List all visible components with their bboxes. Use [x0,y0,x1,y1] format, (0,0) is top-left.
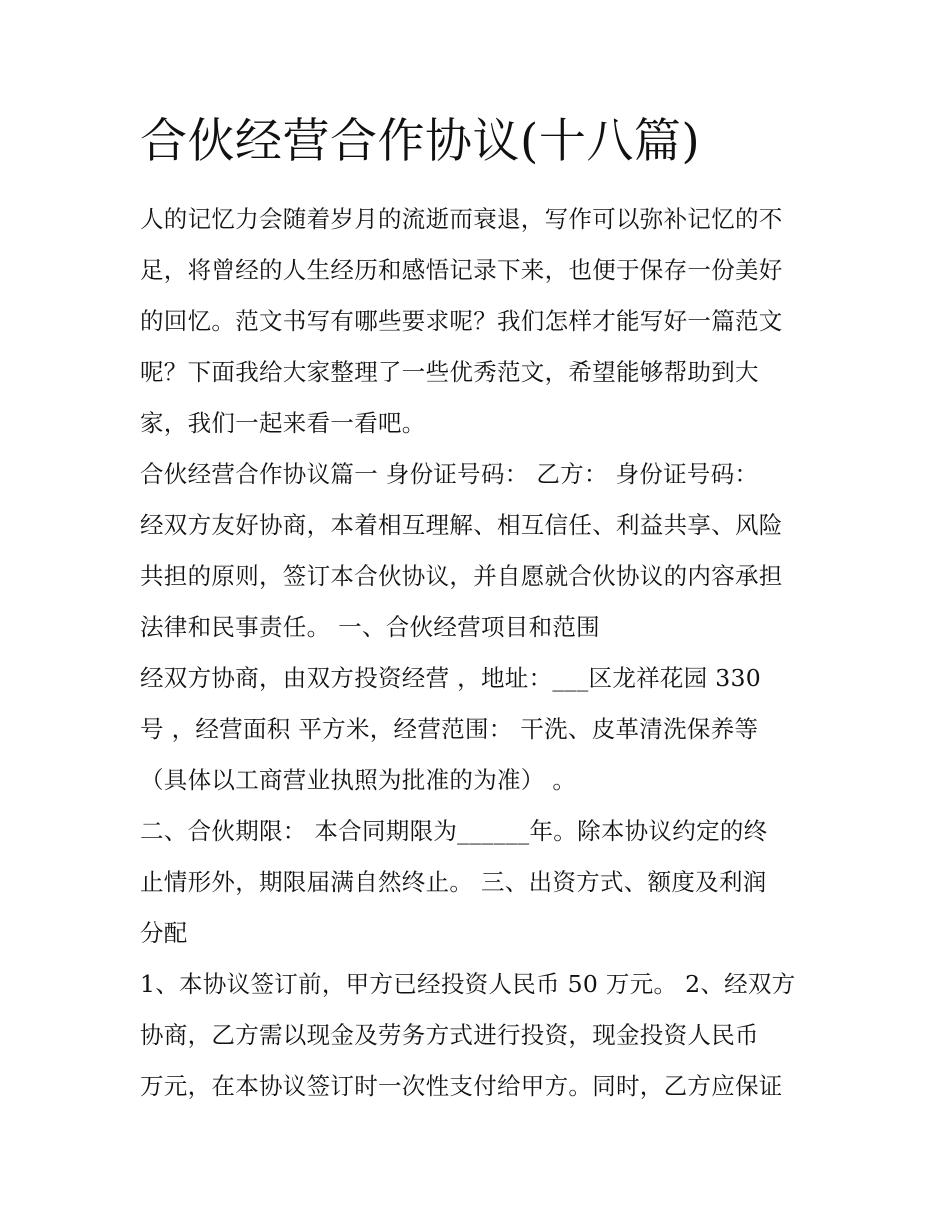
text-line: 法律和民事责任。 一、合伙经营项目和范围 [140,613,600,641]
text-line: 分配 [140,919,188,947]
text-line: 经双方协商，由双方投资经营 ，地址：___区龙祥花园 330 [140,664,762,692]
text-line: 呢？下面我给大家整理了一些优秀范文，希望能够帮助到大 [140,358,759,386]
text-line: 号 ，经营面积 平方米，经营范围： 干洗、皮革清洗保养等 [140,715,759,743]
text-line: 足，将曾经的人生经历和感悟记录下来，也便于保存一份美好 [140,256,783,284]
text-line: 家，我们一起来看一看吧。 [140,409,426,437]
document-title: 合伙经营合作协议(十八篇) [140,114,701,169]
text-line: 经双方友好协商，本着相互理解、相互信任、利益共享、风险 [140,511,783,539]
text-line: 二、合伙期限： 本合同期限为______年。除本协议约定的终 [140,817,768,845]
text-line: 人的记忆力会随着岁月的流逝而衰退，写作可以弥补记忆的不 [140,205,783,233]
text-line: 的回忆。范文书写有哪些要求呢？我们怎样才能写好一篇范文 [140,307,783,335]
text-line: （具体以工商营业执照为批准的为准） 。 [140,766,577,794]
text-line: 1、本协议签订前，甲方已经投资人民币 50 万元。 2、经双方 [140,970,796,998]
text-line: 共担的原则，签订本合伙协议，并自愿就合伙协议的内容承担 [140,562,783,590]
text-line: 协商，乙方需以现金及劳务方式进行投资，现金投资人民币 [140,1021,759,1049]
text-line: 合伙经营合作协议篇一 身份证号码： 乙方： 身份证号码： [140,460,759,488]
text-line: 万元，在本协议签订时一次性支付给甲方。同时，乙方应保证 [140,1072,783,1100]
text-line: 止情形外，期限届满自然终止。 三、出资方式、额度及利润 [140,868,767,896]
